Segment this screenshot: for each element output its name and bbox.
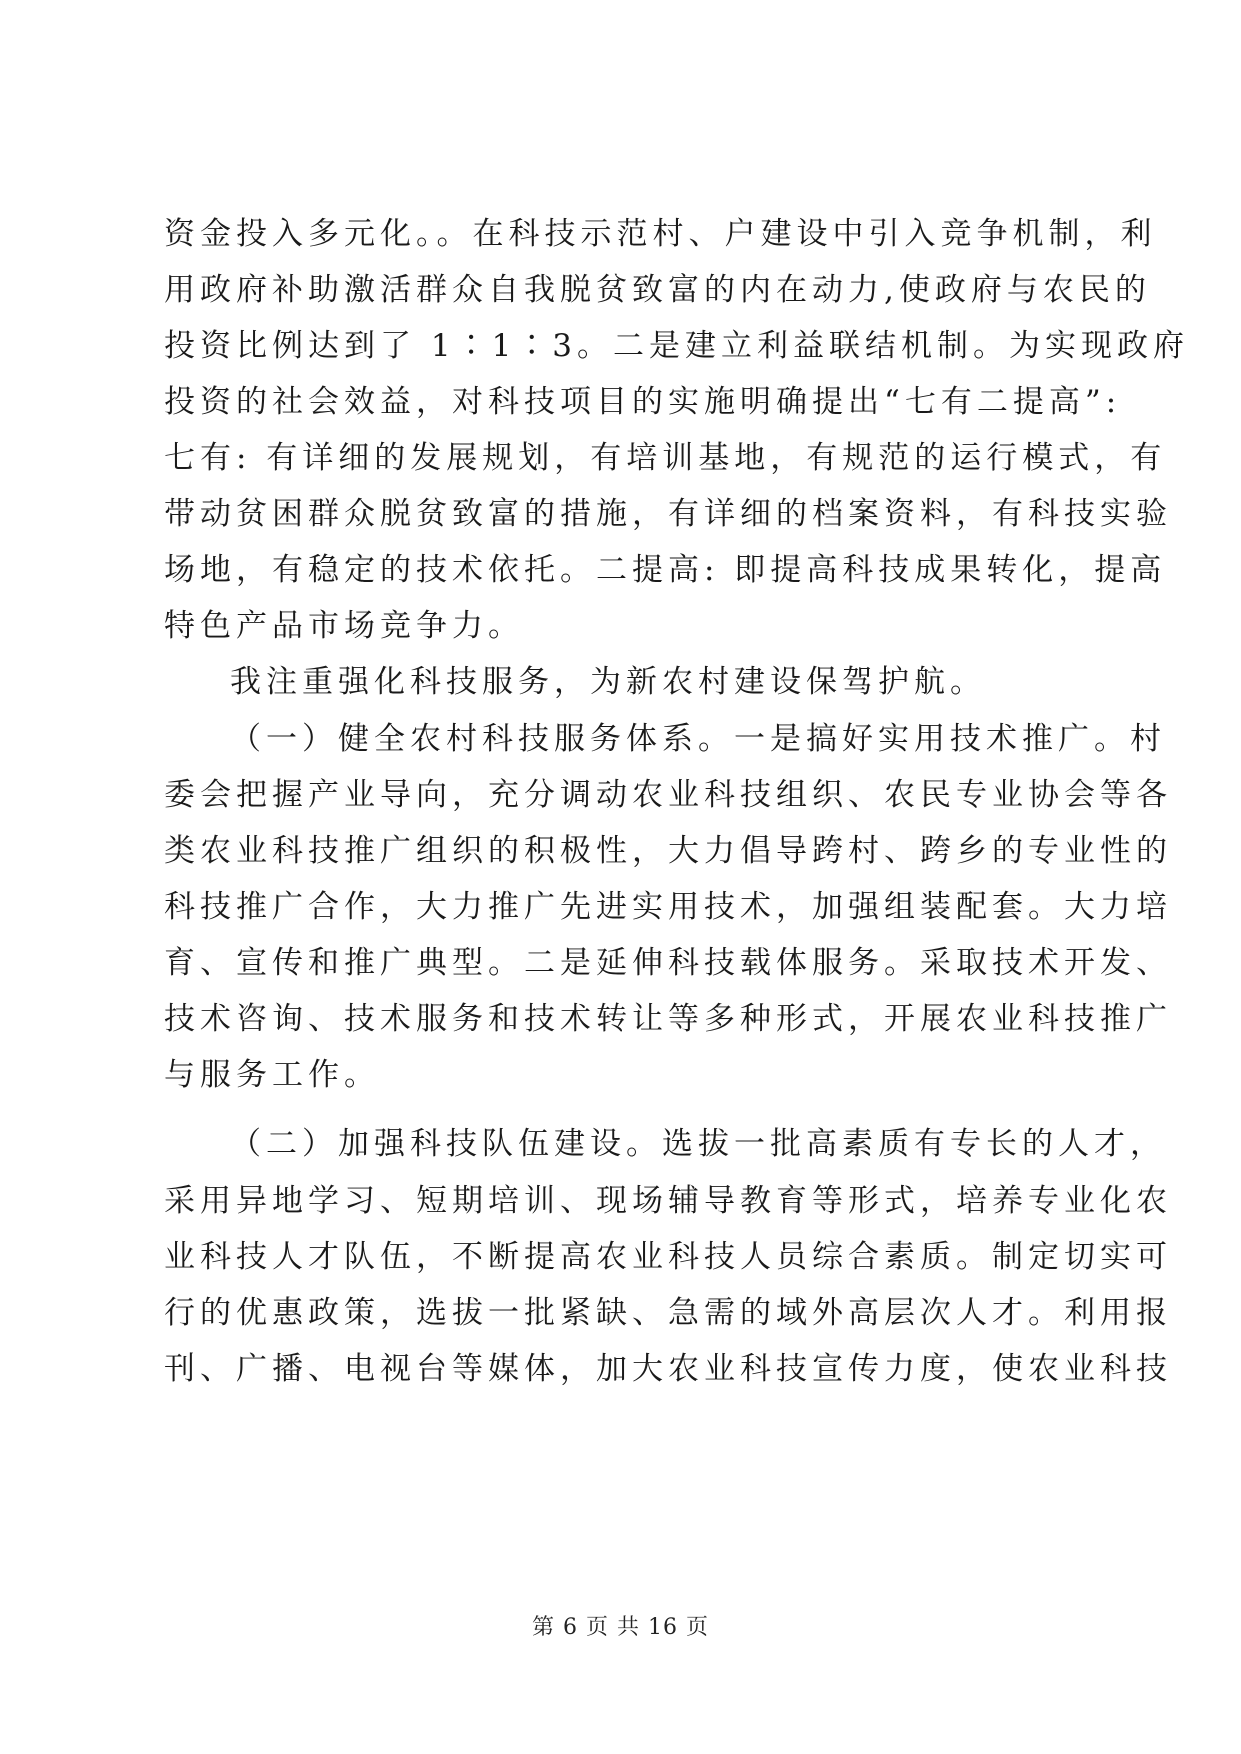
body-text-line: 业科技人才队伍，不断提高农业科技人员综合素质。制定切实可 bbox=[164, 1239, 1172, 1275]
body-text-line: 特色产品市场竞争力。 bbox=[164, 608, 524, 644]
body-text-line: 刊、广播、电视台等媒体，加大农业科技宣传力度，使农业科技 bbox=[164, 1351, 1172, 1387]
body-text-line: 资金投入多元化。。在科技示范村、户建设中引入竞争机制，利 bbox=[164, 216, 1157, 252]
page-number-footer: 第 6 页 共 16 页 bbox=[532, 1615, 709, 1640]
body-text-line: 类农业科技推广组织的积极性，大力倡导跨村、跨乡的专业性的 bbox=[164, 833, 1172, 869]
body-text-line: 投资比例达到了 1∶1∶3。二是建立利益联结机制。为实现政府 bbox=[164, 328, 1190, 364]
body-text-line: 技术咨询、技术服务和技术转让等多种形式，开展农业科技推广 bbox=[164, 1001, 1172, 1037]
paragraph-start-line: 我注重强化科技服务，为新农村建设保驾护航。 bbox=[230, 664, 986, 700]
body-text-line: 行的优惠政策，选拔一批紧缺、急需的域外高层次人才。利用报 bbox=[164, 1295, 1172, 1331]
paragraph-start-line: （一）健全农村科技服务体系。一是搞好实用技术推广。村 bbox=[230, 721, 1166, 757]
body-text-line: 科技推广合作，大力推广先进实用技术，加强组装配套。大力培 bbox=[164, 889, 1172, 925]
body-text-line: 场地，有稳定的技术依托。二提高: 即提高科技成果转化，提高 bbox=[164, 552, 1167, 588]
body-text-line: 带动贫困群众脱贫致富的措施，有详细的档案资料，有科技实验 bbox=[164, 496, 1172, 532]
body-text-line: 七有: 有详细的发展规划，有培训基地，有规范的运行模式，有 bbox=[164, 440, 1167, 476]
body-text-line: 用政府补助激活群众自我脱贫致富的内在动力,使政府与农民的 bbox=[164, 272, 1151, 308]
body-text-line: 委会把握产业导向，充分调动农业科技组织、农民专业协会等各 bbox=[164, 777, 1172, 813]
body-text-line: 采用异地学习、短期培训、现场辅导教育等形式，培养专业化农 bbox=[164, 1183, 1172, 1219]
body-text-line: 与服务工作。 bbox=[164, 1057, 380, 1093]
body-text-line: 育、宣传和推广典型。二是延伸科技载体服务。采取技术开发、 bbox=[164, 945, 1172, 981]
body-text-line: 投资的社会效益，对科技项目的实施明确提出“七有二提高”: bbox=[164, 384, 1122, 420]
paragraph-start-line: （二）加强科技队伍建设。选拔一批高素质有专长的人才， bbox=[230, 1126, 1166, 1162]
